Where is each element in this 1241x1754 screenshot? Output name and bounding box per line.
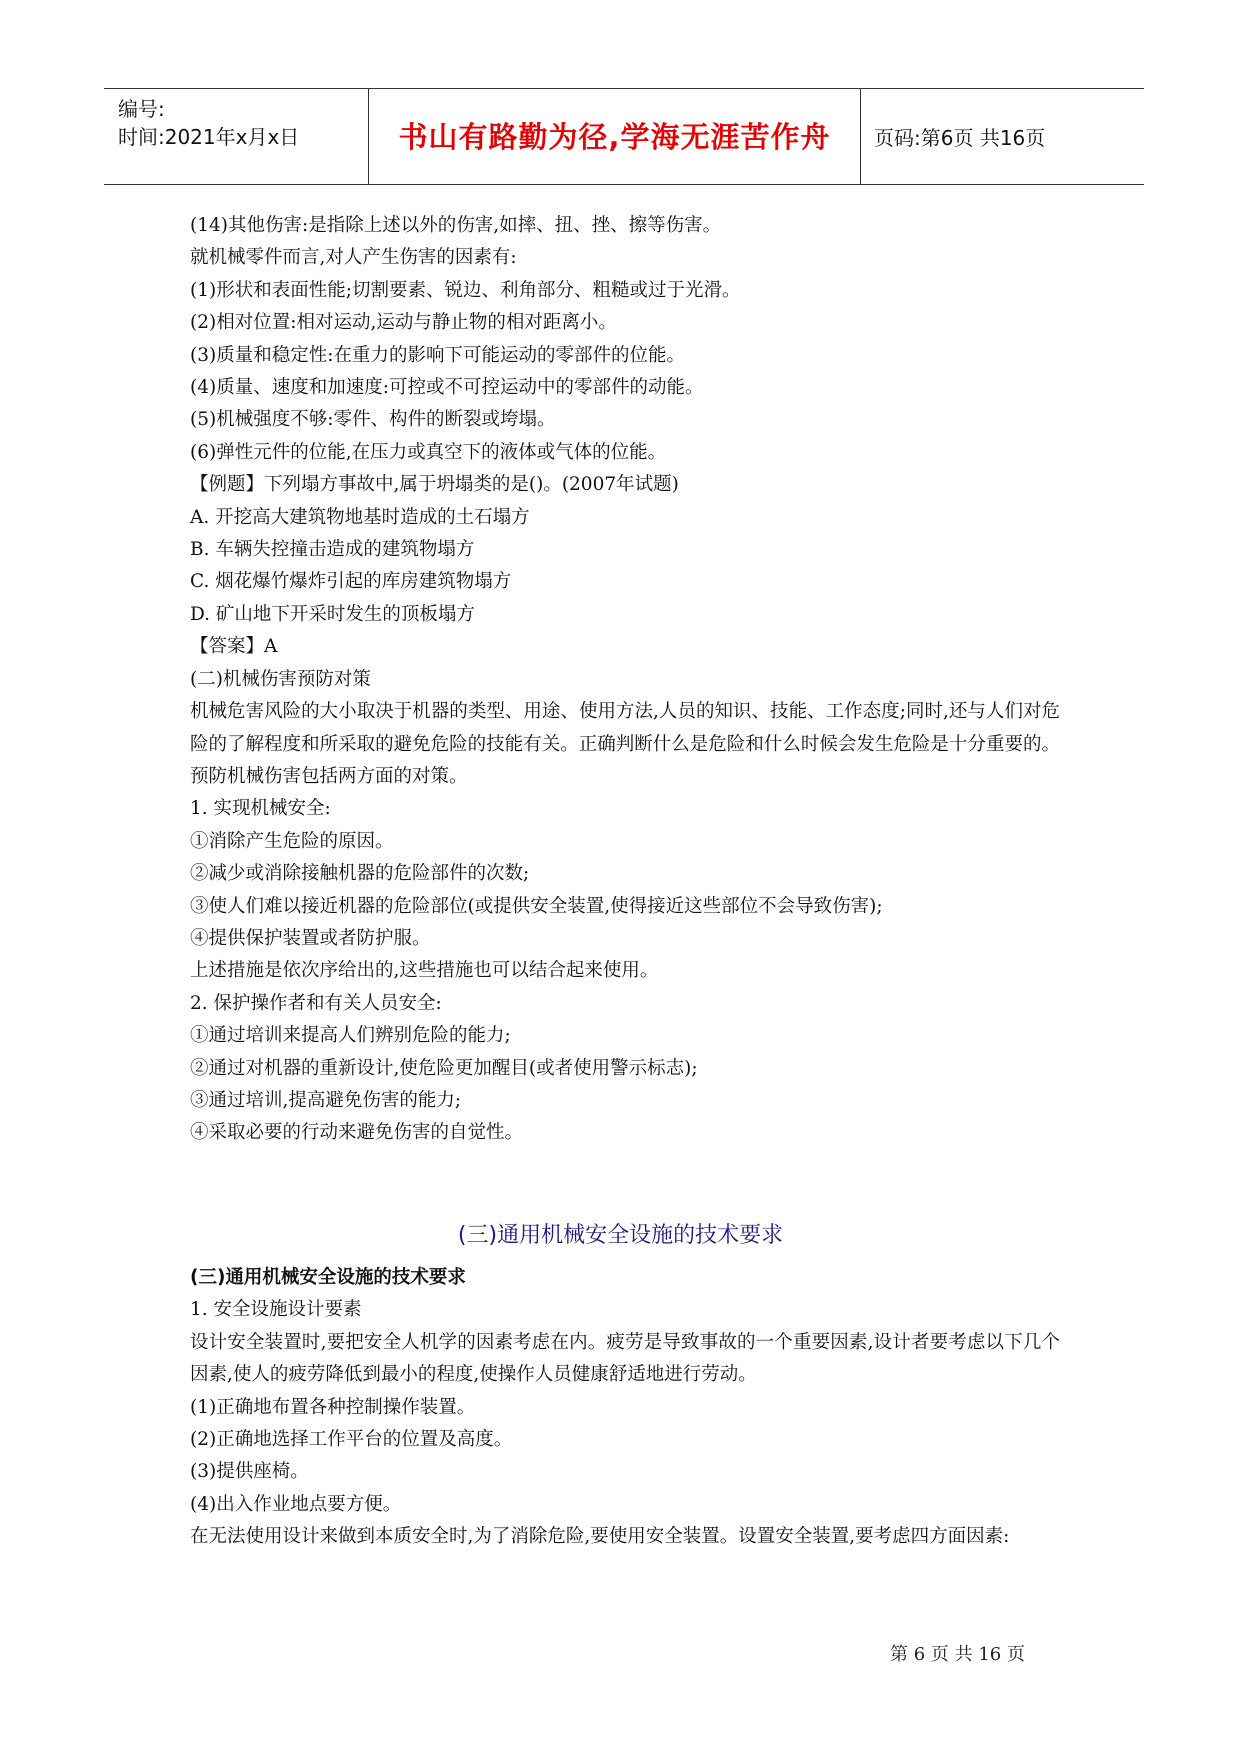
text-line: 就机械零件而言,对人产生伤害的因素有: (190, 247, 517, 269)
text-line: ④采取必要的行动来避免伤害的自觉性。 (190, 1122, 524, 1144)
page-header (104, 88, 1144, 185)
option-c: C. 烟花爆竹爆炸引起的库房建筑物塌方 (190, 571, 512, 593)
text-line: 1. 安全设施设计要素 (190, 1299, 362, 1321)
option-a: A. 开挖高大建筑物地基时造成的土石塌方 (190, 506, 530, 528)
paragraph: 设计安全装置时,要把安全人机学的因素考虑在内。疲劳是导致事故的一个重要因素,设计者要考虑以下几个因素,使人的疲劳降低到最小的程度,使操作人员健康舒适地进行劳动。 (190, 1331, 1060, 1386)
text-line: ①通过培训来提高人们辨别危险的能力; (190, 1025, 511, 1047)
option-d: D. 矿山地下开采时发生的顶板塌方 (190, 603, 475, 625)
paragraph: 机械危害风险的大小取决于机器的类型、用途、使用方法,人员的知识、技能、工作态度;同时,还与人们对危险的了解程度和所采取的避免危险的技能有关。正确判断什么是危险和什么时候会发生危险是十分重要的。预防机械伤害包括两方面的对策。 (190, 701, 1060, 787)
text-line: ②减少或消除接触机器的危险部件的次数; (190, 863, 530, 885)
example-question: 【例题】下列塌方事故中,属于坍塌类的是()。(2007年试题) (190, 474, 679, 496)
text-line: (2)相对位置:相对运动,运动与静止物的相对距离小。 (190, 312, 617, 334)
time-label: 时间:2021年x月x日 (118, 125, 300, 149)
text-line: (5)机械强度不够:零件、构件的断裂或垮塌。 (190, 409, 556, 431)
text-line: ③使人们难以接近机器的危险部位(或提供安全装置,使得接近这些部位不会导致伤害); (190, 895, 883, 917)
text-line: (1)形状和表面性能;切割要素、锐边、利角部分、粗糙或过于光滑。 (190, 279, 741, 301)
text-line: ④提供保护装置或者防护服。 (190, 927, 431, 949)
answer: 【答案】A (190, 636, 278, 658)
subsection-title: (二)机械伤害预防对策 (190, 668, 371, 690)
section-subheading: (三)通用机械安全设施的技术要求 (190, 1267, 466, 1288)
paragraph: 在无法使用设计来做到本质安全时,为了消除危险,要使用安全装置。设置安全装置,要考虑四方面因素: (190, 1526, 1010, 1548)
text-line: (1)正确地布置各种控制操作装置。 (190, 1396, 476, 1418)
text-line: (3)提供座椅。 (190, 1461, 309, 1483)
page-number-label: 页码:第6页 共16页 (874, 126, 1046, 150)
header-meta (118, 95, 299, 151)
text-line: (14)其他伤害:是指除上述以外的伤害,如摔、扭、挫、擦等伤害。 (190, 215, 722, 236)
text-line: ①消除产生危险的原因。 (190, 830, 394, 852)
document-body (190, 210, 1060, 1150)
text-line: (4)质量、速度和加速度:可控或不可控运动中的零部件的动能。 (190, 377, 704, 399)
header-divider (860, 89, 861, 184)
text-line: ③通过培训,提高避免伤害的能力; (190, 1089, 462, 1111)
page-footer: 第 6 页 共 16 页 (890, 1644, 1025, 1665)
header-motto: 书山有路勤为径,学海无涯苦作舟 (398, 120, 831, 154)
text-line: 上述措施是依次序给出的,这些措施也可以结合起来使用。 (190, 960, 659, 982)
section-heading: (三)通用机械安全设施的技术要求 (457, 1223, 784, 1248)
text-line: (6)弹性元件的位能,在压力或真空下的液体或气体的位能。 (190, 441, 667, 463)
text-line: (4)出入作业地点要方便。 (190, 1493, 402, 1515)
option-b: B. 车辆失控撞击造成的建筑物塌方 (190, 539, 475, 561)
text-line: (3)质量和稳定性:在重力的影响下可能运动的零部件的位能。 (190, 344, 685, 366)
text-line: (2)正确地选择工作平台的位置及高度。 (190, 1429, 513, 1451)
text-line: 2. 保护操作者和有关人员安全: (190, 992, 442, 1014)
number-label: 编号: (118, 97, 165, 121)
text-line: ②通过对机器的重新设计,使危险更加醒目(或者使用警示标志); (190, 1057, 698, 1079)
text-line: 1. 实现机械安全: (190, 798, 331, 820)
section-body (190, 1262, 1060, 1554)
